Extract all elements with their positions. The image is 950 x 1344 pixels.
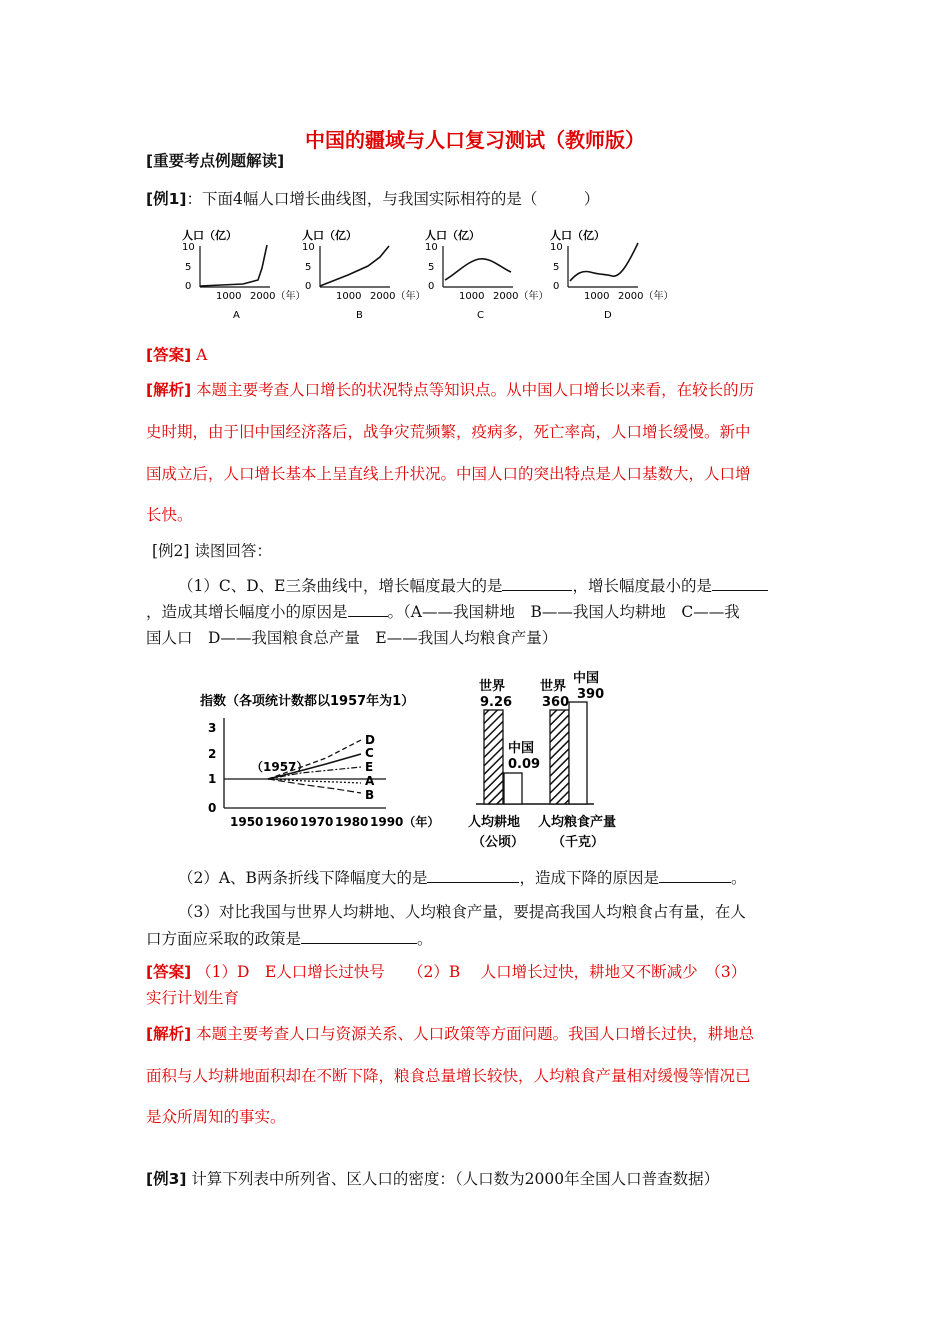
- ex2-answer-label: [答案]: [146, 963, 192, 981]
- bar-category-1: 人均耕地: [468, 815, 521, 830]
- ex2-xtick-1950: 1950: [230, 815, 264, 829]
- ex2-ytick-1: 1: [208, 772, 217, 786]
- ex2-answer-line-2: 实行计划生育: [146, 989, 240, 1007]
- ex2-analysis-text-1: 本题主要考查人口与资源关系、人口政策等方面问题。我国人口增长过快，耕地总: [196, 1025, 755, 1043]
- ex2-intro-text: 读图回答：: [194, 542, 272, 560]
- ex1-analysis-text-1: 本题主要考查人口增长的状况特点等知识点。从中国人口增长以来看，在较长的历: [196, 381, 755, 399]
- bar-unit-2: （千克）: [552, 835, 605, 850]
- bar-china-label-2: 中国: [573, 671, 600, 686]
- chart-b-ytick-10: 10: [302, 242, 315, 253]
- chart-b-ytick-5: 5: [305, 262, 312, 273]
- series-b-label: B: [365, 788, 375, 802]
- answer-blank[interactable]: [659, 868, 731, 883]
- bar-world-label-1: 世界: [479, 679, 506, 694]
- chart-a-ylabel: 人口（亿）: [182, 229, 237, 242]
- chart-c: [425, 228, 548, 321]
- ex2-q2-text-a: （2）A、B两条折线下降幅度大的是: [178, 869, 428, 887]
- ex2-q3-text-b: 口方面应采取的政策是: [146, 930, 302, 948]
- chart-d: [550, 228, 673, 321]
- ex2-line-chart-svg: [196, 684, 446, 834]
- series-c-label: C: [365, 746, 374, 760]
- chart-d-curve: [570, 243, 638, 281]
- ex2-analysis-line-1: [146, 1024, 754, 1044]
- ex2-analysis-label: [解析]: [146, 1025, 192, 1043]
- chart-c-letter: C: [477, 310, 484, 321]
- ex2-q1-text-a: （1）C、D、E三条曲线中，增长幅度最大的是: [178, 577, 503, 595]
- ex2-line-chart: [196, 684, 446, 834]
- page-title: 中国的疆域与人口复习测试（教师版）: [305, 128, 645, 152]
- ex2-label: [例2]: [152, 542, 190, 560]
- ex2-q2: [178, 868, 746, 888]
- ex2-xtick-1990: 1990（年）: [370, 815, 440, 829]
- ex2-q1-line-1: [178, 576, 768, 596]
- chart-a-ytick-5: 5: [185, 262, 192, 273]
- ex1-analysis-line-3: 国成立后，人口增长基本上呈直线上升状况。中国人口的突出特点是人口基数大，人口增: [146, 465, 751, 483]
- ex1-label: [例1]: [146, 190, 187, 208]
- chart-a-ytick-10: 10: [182, 242, 195, 253]
- ex2-answer-line-1: [146, 962, 746, 982]
- chart-c-xtick-2000: 2000（年）: [493, 291, 549, 302]
- ex2-intro: [152, 541, 272, 561]
- bar-world-label-2: 世界: [540, 679, 567, 694]
- ex1-charts: [178, 226, 698, 326]
- ex1-analysis-line-4: 长快。: [146, 506, 193, 524]
- chart-d-ytick-10: 10: [550, 242, 563, 253]
- ex2-ytick-3: 3: [208, 721, 217, 735]
- answer-blank[interactable]: [712, 576, 768, 591]
- ex2-q3-line-1: （3）对比我国与世界人均耕地、人均粮食产量，要提高我国人均粮食占有量，在人: [178, 903, 746, 921]
- ex2-bar-chart: [462, 668, 652, 858]
- answer-blank[interactable]: [502, 576, 572, 591]
- bar-unit-1: （公顷）: [472, 835, 525, 850]
- ex1-analysis-label: [解析]: [146, 381, 192, 399]
- ex2-xtick-1980: 1980: [335, 815, 369, 829]
- ex1-analysis-line-1: [146, 380, 754, 400]
- answer-blank[interactable]: [427, 868, 519, 883]
- chart-d-letter: D: [604, 310, 612, 321]
- chart-b-xtick-2000: 2000（年）: [370, 291, 426, 302]
- ex2-q1-line-2: [146, 602, 740, 622]
- chart-d-ytick-0: 0: [553, 281, 560, 292]
- bar-world-grain: [550, 710, 569, 804]
- chart-a-letter: A: [233, 310, 240, 321]
- ex2-line-chart-title: 指数（各项统计数都以1957年为1）: [200, 694, 415, 709]
- ex2-q1-text-c: ，造成其增长幅度小的原因是: [146, 603, 348, 621]
- ex2-q1-text-d: 。（A——我国耕地 B——我国人均耕地 C——我: [387, 603, 740, 621]
- ex2-xtick-1960: 1960: [265, 815, 299, 829]
- chart-d-xtick-1000: 1000: [584, 291, 610, 302]
- ex2-answer-text-1: （1）D E人口增长过快号 （2）B 人口增长过快，耕地又不断减少 （3）: [196, 963, 747, 981]
- series-e-label: E: [365, 760, 374, 774]
- ex1-charts-svg: [178, 226, 698, 326]
- ex2-ytick-2: 2: [208, 747, 217, 761]
- chart-b-curve: [320, 246, 389, 286]
- series-b-line: [268, 779, 361, 793]
- ex3-question: [146, 1169, 719, 1189]
- chart-c-ylabel: 人口（亿）: [425, 229, 480, 242]
- ex1-analysis-line-2: 史时期，由于旧中国经济落后，战争灾荒频繁，疫病多，死亡率高，人口增长缓慢。新中: [146, 423, 751, 441]
- chart-c-curve: [445, 259, 511, 280]
- answer-blank[interactable]: [348, 602, 388, 617]
- ex2-xtick-1970: 1970: [300, 815, 334, 829]
- chart-b-ylabel: 人口（亿）: [302, 229, 357, 242]
- answer-blank[interactable]: [301, 929, 417, 944]
- ex1-answer: [146, 345, 207, 365]
- bar-china-label-1: 中国: [508, 741, 535, 756]
- ex2-analysis-line-3: 是众所周知的事实。: [146, 1108, 286, 1126]
- chart-b-letter: B: [356, 310, 363, 321]
- bar-world-value-1: 9.26: [480, 695, 513, 710]
- ex2-annotation-1957: （1957）: [251, 760, 309, 774]
- series-a-label: A: [365, 774, 375, 788]
- chart-a-xtick-1000: 1000: [216, 291, 242, 302]
- bar-category-2: 人均粮食产量: [538, 815, 617, 830]
- bar-china-arable-land: [504, 773, 522, 804]
- ex2-q1-line-3: 国人口 D——我国粮食总产量 E——我国人均粮食产量）: [146, 629, 558, 647]
- bar-china-value-1: 0.09: [508, 757, 541, 772]
- chart-c-ytick-10: 10: [425, 242, 438, 253]
- ex1-question: [146, 189, 599, 209]
- chart-b: [302, 228, 425, 321]
- chart-d-ylabel: 人口（亿）: [550, 229, 605, 242]
- bar-world-value-2: 360: [542, 695, 570, 710]
- ex2-ytick-0: 0: [208, 801, 217, 815]
- ex1-question-text: ：下面4幅人口增长曲线图，与我国实际相符的是（ ）: [186, 190, 600, 208]
- bar-china-value-2: 390: [577, 687, 605, 702]
- ex2-q1-text-b: ，增长幅度最小的是: [572, 577, 712, 595]
- ex2-q3-text-c: 。: [417, 930, 433, 948]
- chart-b-xtick-1000: 1000: [336, 291, 362, 302]
- ex2-analysis-line-2: 面积与人均耕地面积却在不断下降，粮食总量增长较快，人均粮食产量相对缓慢等情况已: [146, 1067, 751, 1085]
- ex2-q2-text-c: 。: [730, 869, 747, 887]
- chart-c-ytick-0: 0: [428, 281, 435, 292]
- chart-a-curve: [200, 245, 267, 286]
- ex1-answer-label: [答案]: [146, 346, 192, 364]
- chart-d-ytick-5: 5: [553, 262, 560, 273]
- ex3-label: [例3]: [146, 1170, 187, 1188]
- ex2-q3-line-2: [146, 929, 433, 949]
- bar-china-grain: [569, 702, 587, 804]
- series-d-label: D: [365, 733, 375, 747]
- ex2-bar-chart-svg: [462, 668, 652, 858]
- bar-world-arable-land: [484, 710, 503, 804]
- ex2-q2-text-b: ，造成下降的原因是: [519, 869, 659, 887]
- chart-a-ytick-0: 0: [185, 281, 192, 292]
- chart-c-xtick-1000: 1000: [459, 291, 485, 302]
- chart-a: [182, 228, 305, 321]
- chart-d-xtick-2000: 2000（年）: [618, 291, 674, 302]
- chart-a-xtick-2000: 2000（年）: [250, 291, 306, 302]
- ex1-answer-value: A: [196, 346, 208, 364]
- chart-c-ytick-5: 5: [428, 262, 435, 273]
- ex3-text: 计算下列表中所列省、区人口的密度：（人口数为2000年全国人口普查数据）: [191, 1170, 720, 1188]
- section-heading: [重要考点例题解读]: [146, 152, 285, 170]
- chart-b-ytick-0: 0: [305, 281, 312, 292]
